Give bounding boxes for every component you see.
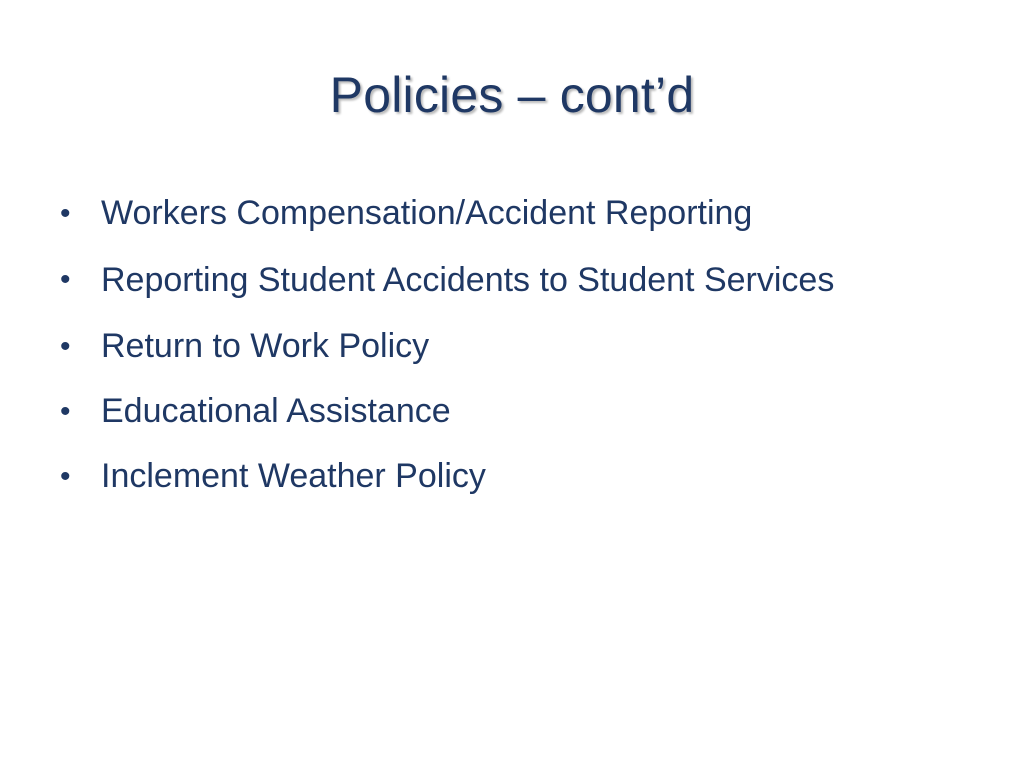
- bullet-dot-icon: •: [60, 330, 71, 363]
- bullet-item-return-to-work: [56, 321, 956, 372]
- bullet-text: Reporting Student Accidents to Student Services: [101, 261, 835, 299]
- bullet-list: [56, 188, 956, 516]
- bullet-item-workers-compensation: [56, 188, 956, 239]
- bullet-item-student-accidents: [56, 253, 956, 307]
- bullet-dot-icon: •: [60, 460, 71, 493]
- bullet-text: Workers Compensation/Accident Reporting: [101, 194, 753, 232]
- bullet-text: Educational Assistance: [101, 392, 451, 430]
- bullet-item-educational-assistance: [56, 386, 956, 437]
- bullet-text: Inclement Weather Policy: [101, 457, 486, 495]
- bullet-dot-icon: •: [60, 197, 71, 230]
- bullet-text: Return to Work Policy: [101, 327, 430, 365]
- bullet-item-inclement-weather: [56, 451, 956, 502]
- slide-title: Policies – cont’d: [329, 67, 695, 123]
- bullet-dot-icon: •: [60, 395, 71, 428]
- bullet-dot-icon: •: [60, 263, 71, 296]
